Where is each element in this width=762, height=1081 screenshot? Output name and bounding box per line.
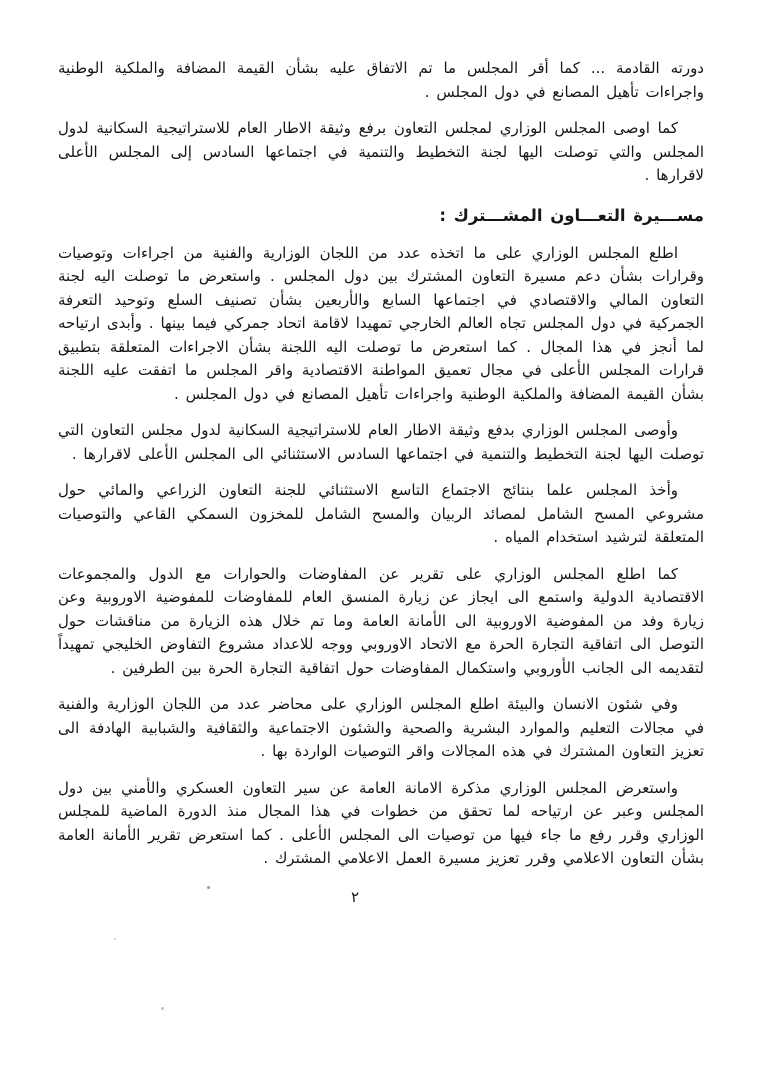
paragraph-human-environment-affairs: وفي شئون الانسان والبيئة اطلع المجلس الوزاري على محاضر عدد من اللجان الوزارية والفنية في مجالات التعليم والموارد البشرية والصحية والشئون الاجتماعية والثقافية والشبابية الهادفة الى تعزيز التعاون المشترك في هذه المجالات واقر التوصيات الواردة بها .	[58, 695, 704, 760]
paragraph-framework-document: وأوصى المجلس الوزاري بدفع وثيقة الاطار العام للاستراتيجية السكانية لدول مجلس التعاون التي توصلت اليها لجنة التخطيط والتنمية في اجتماعها السادس الاستثنائي الى المجلس الأعلى لاقرارها .	[58, 421, 704, 463]
paragraph-population-strategy: كما اوصى المجلس الوزاري لمجلس التعاون برفع وثيقة الاطار العام للاستراتيجية السكانية لدول المجلس والتي توصلت اليها لجنة التخطيط والتنمية في اجتماعها السادس إلى المجلس الأعلى لاقرارها .	[58, 119, 704, 184]
paragraph-committees-review: اطلع المجلس الوزاري على ما اتخذه عدد من اللجان الوزارية والفنية من اجراءات وتوصيات وقرارات بشأن دعم مسيرة التعاون المشترك بين دول المجلس . واستعرض ما توصلت اليه لجنة التعاون المالي والاقتصادي في اجتماعها السابع والأربعين بشأن تصنيف السلع وتوحيد التعرفة الجمركية في دول المجلس تجاه العالم الخارجي تمهيدا لاقامة اتحاد جمركي فيما بينها . وأبدى ارتياحه لما أنجز في هذا المجال . كما استعرض ما توصلت اليه اللجنة بشأن الاجراءات المتعلقة بتطبيق قرارات المجلس الأعلى في مجال تعميق المواطنة الاقتصادية واقر المجلس ما اتفقت عليه اللجنة بشأن القيمة المضافة والملكية الوطنية واجراءات تأهيل المصانع في دول المجلس .	[58, 243, 704, 403]
paragraph-agriculture-water: وأخذ المجلس علما بنتائج الاجتماع التاسع الاستثنائي للجنة التعاون الزراعي والمائي حول مشروعي المسح الشامل لمصائد الربيان والمسح الشامل للمخزون السمكي القاعي والتوصيات المتعلقة لترشيد استخدام المياه .	[58, 481, 704, 546]
scan-speck	[114, 938, 116, 940]
scan-speck	[207, 886, 210, 889]
paragraph-military-security-media: واستعرض المجلس الوزاري مذكرة الامانة العامة عن سير التعاون العسكري والأمني بين دول المجلس وعبر عن ارتياحه لما تحقق من خطوات في هذا المجال منذ الدورة الماضية للمجلس الوزاري وقرر رفع ما جاء فيها من توصيات الى المجلس الأعلى . كما استعرض تقرير الأمانة العامة بشأن التعاون الاعلامي وقرر تعزيز مسيرة العمل الاعلامي المشترك .	[58, 778, 704, 867]
paragraph-continuation: دورته القادمة ... كما أقر المجلس ما تم الاتفاق عليه بشأن القيمة المضافة والملكية الوطنية واجراءات تأهيل المصانع في دول المجلس .	[58, 59, 704, 101]
section-heading: مســـيرة التعـــاون المشـــترك :	[439, 205, 704, 225]
scan-speck	[161, 1007, 164, 1010]
page-number: ٢	[350, 888, 360, 906]
paragraph-eu-negotiations: كما اطلع المجلس الوزاري على تقرير عن المفاوضات والحوارات مع الدول والمجموعات الاقتصادية الدولية واستمع الى ايجاز عن زيارة المنسق العام للمفاوضات للمفوضية الاوروبية وعن زيارة وفد من المفوضية الاوروبية الى الأمانة العامة وما تم خلال هذه الزيارة من مناقشات حول التوصل الى اتفاقية التجارة الحرة مع الاتحاد الاوروبي ووجه للاعداد مشروع التفاوض الخليجي تمهيداً لتقديمه الى الجانب الأوروبي واستكمال المفاوضات حول اتفاقية التجارة الحرة بين الطرفين .	[58, 564, 704, 677]
